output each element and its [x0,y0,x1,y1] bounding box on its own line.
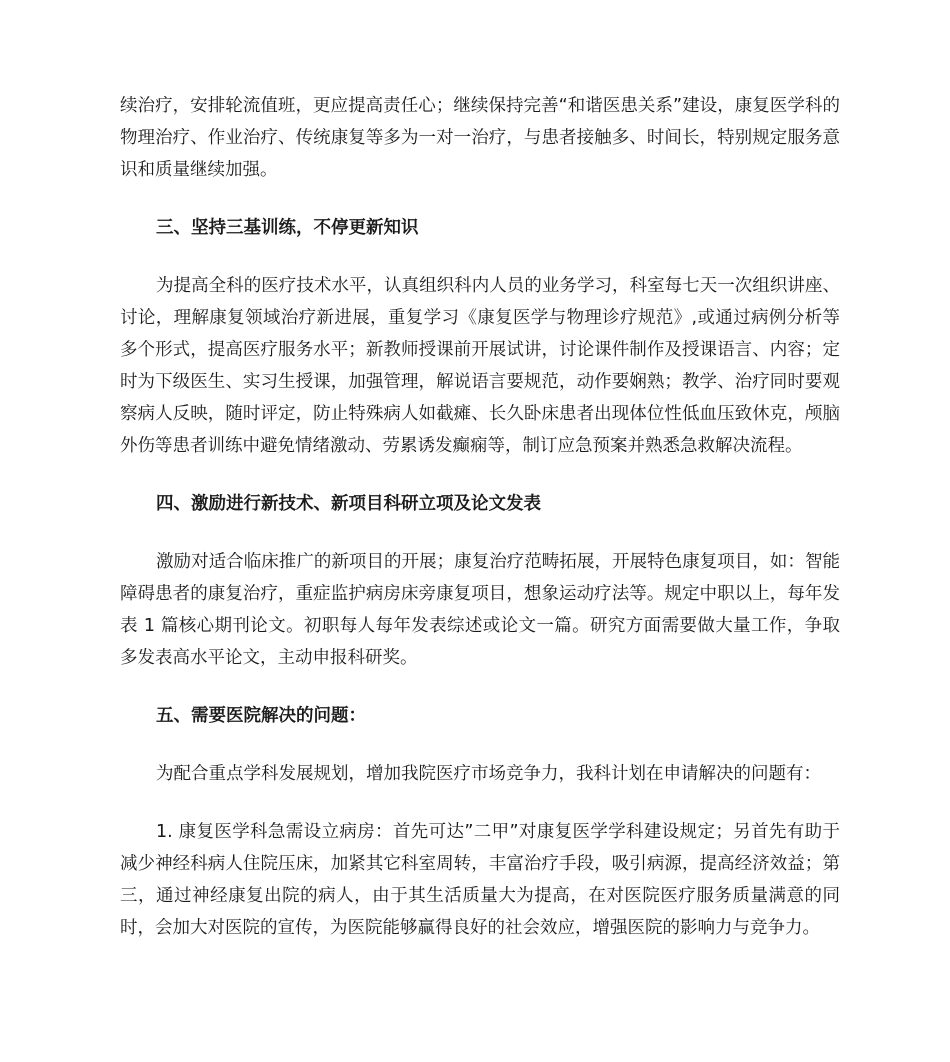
paragraph-section-5-intro: 为配合重点学科发展规划，增加我院医疗市场竞争力，我科计划在申请解决的问题有： [156,764,821,784]
document-page [120,90,840,944]
paragraph-section-3: 为提高全科的医疗技术水平，认真组织科内人员的业务学习，科室每七天一次组织讲座、讨论，理解康复领域治疗新进展，重复学习《康复医学与物理诊疗规范》,或通过病例分析等多个形式，提高医疗服务水平；新教师授课前开展试讲，讨论课件制作及授课语言、内容；定时为下级医生、实习生授课，加强管理，解说语言要规范，动作要娴熟；教学、治疗同时要观察病人反映，随时评定，防止特殊病人如截瘫、长久卧床患者出现体位性低血压致休克，颅脑外伤等患者训练中避免情绪激动、劳累诱发癫痫等，制订应急预案并熟悉急救解决流程。 [120,276,840,456]
section-heading-3: 三、坚持三基训练，不停更新知识 [156,218,419,238]
section-heading-5: 五、需要医院解决的问题： [156,706,366,726]
paragraph-item-1: 1. 康复医学科急需设立病房：首先可达”二甲”对康复医学学科建设规定；另首先有助于减少神经科病人住院压床，加紧其它科室周转，丰富治疗手段，吸引病源，提高经济效益；第三，通过神经康复出院的病人，由于其生活质量大为提高，在对医院医疗服务质量满意的同时，会加大对医院的宣传，为医院能够赢得良好的社会效应，增强医院的影响力与竞争力。 [120,822,840,938]
paragraph-section-4: 激励对适合临床推广的新项目的开展；康复治疗范畴拓展，开展特色康复项目，如：智能障碍患者的康复治疗，重症监护病房床旁康复项目，想象运动疗法等。规定中职以上，每年发表 1 篇核心期刊论文。初职每人每年发表综述或论文一篇。研究方面需要做大量工作，争取多发表高水平论文，主动申报科研奖。 [120,552,840,668]
section-heading-4: 四、激励进行新技术、新项目科研立项及论文发表 [156,494,541,514]
paragraph-continued: 续治疗，安排轮流值班，更应提高责任心；继续保持完善“和谐医患关系”建设，康复医学科的物理治疗、作业治疗、传统康复等多为一对一治疗，与患者接触多、时间长，特别规定服务意识和质量继续加强。 [120,96,840,180]
